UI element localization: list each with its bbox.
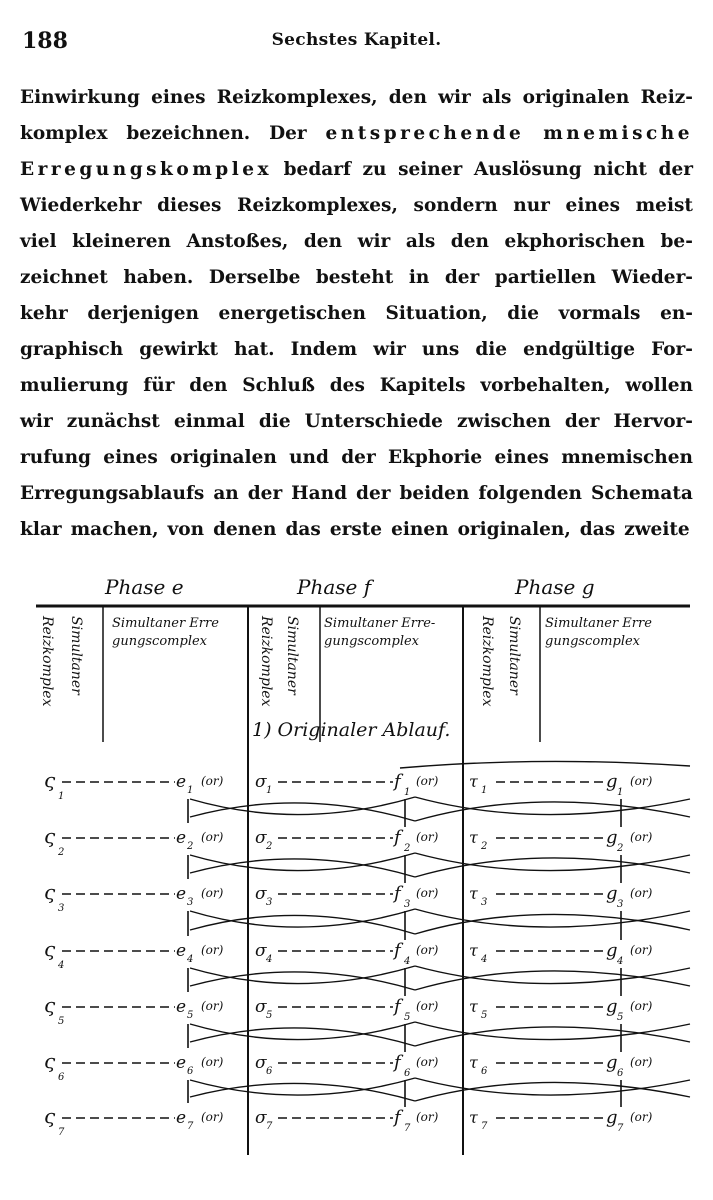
word: nur [513, 195, 550, 216]
excitation-e-index: 4 [187, 954, 194, 965]
stimulus-g-index: 3 [481, 897, 488, 908]
stimulus-f: σ [255, 828, 267, 848]
excitation-f: f [394, 827, 401, 848]
transition-arc-fg-lower [415, 802, 690, 821]
text-line [20, 188, 693, 224]
excitation-f: f [394, 771, 401, 792]
simultaner-label-g: Simultaner [506, 616, 522, 695]
stimulus-e-index: 4 [58, 960, 65, 971]
excitation-f: f [394, 883, 401, 904]
word: der [564, 411, 600, 432]
transition-arc-fg-lower [415, 858, 690, 877]
excitation-f: f [394, 1107, 401, 1128]
word: klar [20, 519, 62, 540]
word: originalen, [457, 519, 571, 540]
original-mark-e: (or) [201, 774, 224, 788]
excitation-e-index: 2 [187, 841, 194, 852]
stimulus-e: ς [44, 937, 56, 961]
phase-e-label: Phase e [105, 575, 184, 599]
stimulus-e: ς [44, 1049, 56, 1073]
transition-arc-fg-lower [415, 914, 690, 934]
word: für [143, 375, 175, 396]
transition-arc-fg-upper [415, 853, 690, 871]
word: wir [373, 339, 406, 360]
word: vorbehalten, [480, 375, 611, 396]
word: nicht [593, 159, 647, 180]
word: partiellen [494, 267, 597, 288]
word: einmal [173, 411, 245, 432]
excitation-g-index: 5 [617, 1012, 624, 1023]
original-mark-e: (or) [201, 830, 224, 844]
word: von [167, 519, 205, 540]
stimulus-f: σ [255, 941, 267, 961]
stimulus-g: τ [469, 1053, 478, 1072]
word: graphisch [20, 339, 124, 360]
erregungskomplex-label-f-2: gungscomplex [324, 634, 419, 649]
reizkomplex-label-f: Reizkomplex [258, 616, 274, 707]
word: Anstoßes, [186, 231, 289, 252]
excitation-e-index: 5 [187, 1010, 194, 1021]
page-number: 188 [22, 28, 68, 54]
original-mark-f: (or) [416, 830, 439, 844]
stimulus-g: τ [469, 941, 478, 960]
word: den [303, 231, 343, 252]
word: Erregungskomplex [20, 159, 273, 180]
word: Wiederkehr [20, 195, 142, 216]
word: Situation, [385, 303, 488, 324]
text-line [20, 260, 693, 296]
word: folgenden [478, 483, 582, 504]
word: in [408, 267, 430, 288]
word: kleineren [72, 231, 171, 252]
excitation-g: g [606, 996, 618, 1017]
reizkomplex-label-e: Reizkomplex [39, 616, 55, 707]
original-mark-f: (or) [416, 999, 439, 1013]
word: Derselbe [208, 267, 301, 288]
word: Unterschiede [304, 411, 443, 432]
word: mnemischen [561, 447, 693, 468]
excitation-e: e [176, 772, 187, 792]
original-mark-g: (or) [630, 1055, 653, 1069]
excitation-f-index: 4 [404, 956, 411, 967]
reizkomplex-label-g: Reizkomplex [479, 616, 495, 707]
stimulus-f-index: 6 [266, 1066, 273, 1077]
word: Der [269, 123, 307, 144]
original-mark-f: (or) [416, 886, 439, 900]
word: Ekphorie [387, 447, 483, 468]
word: bedarf [283, 159, 351, 180]
transition-arc-fg-upper [415, 966, 690, 984]
excitation-f: f [394, 940, 401, 961]
excitation-f: f [394, 1052, 401, 1073]
stimulus-e: ς [44, 993, 56, 1017]
erregungskomplex-label-e-1: Simultaner Erre [112, 616, 219, 631]
word: wir [20, 411, 53, 432]
original-mark-e: (or) [201, 886, 224, 900]
stimulus-g-index: 5 [481, 1010, 488, 1021]
original-mark-f: (or) [416, 943, 439, 957]
excitation-g: g [606, 940, 618, 961]
simultaner-label-f: Simultaner [284, 616, 300, 695]
word: gewirkt [139, 339, 219, 360]
word: For- [651, 339, 693, 360]
stimulus-g-index: 6 [481, 1066, 488, 1077]
word: Indem [290, 339, 358, 360]
excitation-g: g [606, 1052, 618, 1073]
erregungskomplex-label-g-1: Simultaner Erre [545, 616, 652, 631]
text-line [20, 404, 693, 440]
word: zu [362, 159, 387, 180]
original-mark-g: (or) [630, 943, 653, 957]
excitation-g-index: 3 [617, 899, 624, 910]
stimulus-f-index: 7 [266, 1121, 273, 1132]
word: hat. [234, 339, 275, 360]
excitation-e: e [176, 1053, 187, 1073]
word: der [356, 483, 391, 504]
stimulus-g: τ [469, 828, 478, 847]
stimulus-f-index: 4 [266, 954, 273, 965]
word: haben. [123, 267, 194, 288]
stimulus-e-index: 2 [58, 847, 65, 858]
stimulus-f-index: 3 [266, 897, 273, 908]
original-mark-g: (or) [630, 1110, 653, 1124]
original-mark-f: (or) [416, 774, 439, 788]
original-mark-e: (or) [201, 1110, 224, 1124]
excitation-e: e [176, 941, 187, 961]
excitation-e-index: 6 [187, 1066, 194, 1077]
word: originalen [170, 447, 277, 468]
page-header [20, 28, 693, 56]
word: Reiz- [640, 87, 693, 108]
word: als [481, 87, 512, 108]
running-head: Sechstes Kapitel. [271, 30, 442, 50]
word: endgültige [523, 339, 635, 360]
stimulus-g: τ [469, 997, 478, 1016]
word: seiner [398, 159, 463, 180]
stimulus-g: τ [469, 772, 478, 791]
word: Wieder- [611, 267, 693, 288]
stimulus-e: ς [44, 1104, 56, 1128]
stimulus-f: σ [255, 772, 267, 792]
transition-arc-fg-lower [415, 971, 690, 990]
word: die [475, 339, 508, 360]
excitation-e-index: 7 [187, 1121, 194, 1132]
word: zunächst [66, 411, 160, 432]
text-line [20, 332, 693, 368]
word: besteht [315, 267, 394, 288]
word: eines [494, 447, 549, 468]
stimulus-f-index: 1 [266, 785, 273, 796]
stimulus-g-index: 2 [481, 841, 488, 852]
word: Auslösung [473, 159, 582, 180]
word: das [579, 519, 616, 540]
word: be- [660, 231, 693, 252]
word: dieses [157, 195, 222, 216]
word: wir [357, 231, 391, 252]
stimulus-g-index: 1 [481, 785, 488, 796]
word: komplex [20, 123, 108, 144]
excitation-g: g [606, 771, 618, 792]
erregungskomplex-label-e-2: gungscomplex [112, 634, 207, 649]
transition-arc-fg-upper [415, 797, 690, 815]
word: an [213, 483, 239, 504]
transition-arc-fg-lower [415, 1082, 690, 1101]
word: derjenigen [87, 303, 199, 324]
word: entsprechende [325, 123, 525, 144]
diagram-caption: 1) Originaler Ablauf. [252, 719, 451, 741]
word: den [388, 87, 427, 108]
excitation-g: g [606, 827, 618, 848]
word: vormals [558, 303, 641, 324]
word: die [507, 303, 540, 324]
opening-arc [400, 761, 690, 768]
word: kehr [20, 303, 68, 324]
text-line [20, 512, 693, 548]
excitation-f-index: 6 [404, 1068, 411, 1079]
text-line [20, 80, 693, 116]
text-line [20, 116, 693, 152]
word: en- [660, 303, 693, 324]
word: den [450, 231, 489, 252]
word: energetischen [218, 303, 366, 324]
erregungskomplex-label-f-1: Simultaner Erre- [324, 616, 436, 631]
phase-g-label: Phase g [515, 575, 595, 599]
word: Schemata [590, 483, 693, 504]
excitation-f-index: 5 [404, 1012, 411, 1023]
excitation-f-index: 1 [404, 787, 411, 798]
word: der [658, 159, 693, 180]
stimulus-e-index: 3 [58, 903, 65, 914]
stimulus-g: τ [469, 884, 478, 903]
original-mark-g: (or) [630, 886, 653, 900]
excitation-e: e [176, 997, 187, 1017]
stimulus-e-index: 6 [58, 1072, 65, 1083]
word: uns [421, 339, 460, 360]
original-mark-g: (or) [630, 999, 653, 1013]
word: eines [103, 447, 158, 468]
stimulus-e: ς [44, 824, 56, 848]
word: Reizkomplexes, [216, 87, 378, 108]
original-mark-f: (or) [416, 1055, 439, 1069]
simultaner-label-e: Simultaner [68, 616, 84, 695]
word: Einwirkung [20, 87, 140, 108]
word: mulierung [20, 375, 129, 396]
word: denen [213, 519, 277, 540]
word: Reizkomplexes, [237, 195, 398, 216]
word: zeichnet [20, 267, 108, 288]
stimulus-e: ς [44, 880, 56, 904]
word: beiden [399, 483, 470, 504]
erregungskomplex-label-g-2: gungscomplex [545, 634, 640, 649]
excitation-g-index: 6 [617, 1068, 624, 1079]
word: originalen [522, 87, 630, 108]
excitation-e-index: 1 [187, 785, 194, 796]
excitation-g-index: 1 [617, 787, 624, 798]
word: wollen [625, 375, 693, 396]
stimulus-e: ς [44, 768, 56, 792]
excitation-f-index: 2 [404, 843, 411, 854]
excitation-g-index: 7 [617, 1123, 624, 1134]
stimulus-e-index: 7 [58, 1127, 65, 1138]
transition-arc-fg-lower [415, 1027, 690, 1046]
excitation-e: e [176, 884, 187, 904]
excitation-f-index: 3 [404, 899, 411, 910]
text-line [20, 440, 693, 476]
word: als [405, 231, 436, 252]
excitation-f-index: 7 [404, 1123, 411, 1134]
word: den [189, 375, 228, 396]
stimulus-f-index: 5 [266, 1010, 273, 1021]
stimulus-g-index: 4 [481, 954, 488, 965]
stimulus-f: σ [255, 884, 267, 904]
word: das [285, 519, 321, 540]
word: meist [635, 195, 693, 216]
original-mark-e: (or) [201, 999, 224, 1013]
stimulus-e-index: 5 [58, 1016, 65, 1027]
excitation-g: g [606, 883, 618, 904]
phase-f-label: Phase f [297, 575, 372, 599]
text-line [20, 476, 693, 512]
word: zwischen [457, 411, 551, 432]
word: sondern [413, 195, 498, 216]
word: Hand [291, 483, 348, 504]
word: die [258, 411, 291, 432]
word: der [444, 267, 480, 288]
stimulus-f: σ [255, 997, 267, 1017]
word: einen [391, 519, 449, 540]
transition-arc-ef-upper [190, 909, 415, 927]
word: zweite [624, 519, 690, 540]
word: Hervor- [613, 411, 693, 432]
word: eines [151, 87, 206, 108]
excitation-f: f [394, 996, 401, 1017]
word: viel [20, 231, 57, 252]
text-line [20, 152, 693, 188]
stimulus-g: τ [469, 1108, 478, 1127]
word: erste [329, 519, 383, 540]
word: mnemische [543, 123, 693, 144]
word: bezeichnen. [126, 123, 251, 144]
word: machen, [70, 519, 159, 540]
original-mark-f: (or) [416, 1110, 439, 1124]
original-mark-e: (or) [201, 1055, 224, 1069]
stimulus-f: σ [255, 1108, 267, 1128]
word: der [247, 483, 283, 504]
word: rufung [20, 447, 91, 468]
text-line [20, 296, 693, 332]
excitation-g-index: 4 [617, 956, 624, 967]
word: ekphorischen [504, 231, 645, 252]
word: Erregungsablaufs [20, 483, 205, 504]
original-mark-g: (or) [630, 774, 653, 788]
body-text [20, 80, 693, 548]
stimulus-e-index: 1 [58, 791, 65, 802]
excitation-e: e [176, 828, 187, 848]
word: Schluß [242, 375, 315, 396]
word: und [289, 447, 329, 468]
word: des [329, 375, 365, 396]
schema-diagram [0, 560, 713, 1160]
text-line [20, 224, 693, 260]
stimulus-f: σ [255, 1053, 267, 1073]
transition-arc-fg-upper [415, 1078, 690, 1095]
excitation-g-index: 2 [617, 843, 624, 854]
stimulus-g-index: 7 [481, 1121, 488, 1132]
word: wir [438, 87, 471, 108]
excitation-e: e [176, 1108, 187, 1128]
word: der [341, 447, 376, 468]
word: Kapitels [379, 375, 466, 396]
text-line [20, 368, 693, 404]
excitation-g: g [606, 1107, 618, 1128]
diagram-rows [44, 761, 690, 1138]
transition-arc-fg-upper [415, 1022, 690, 1040]
stimulus-f-index: 2 [266, 841, 273, 852]
original-mark-e: (or) [201, 943, 224, 957]
word: eines [565, 195, 620, 216]
excitation-e-index: 3 [187, 897, 194, 908]
original-mark-g: (or) [630, 830, 653, 844]
